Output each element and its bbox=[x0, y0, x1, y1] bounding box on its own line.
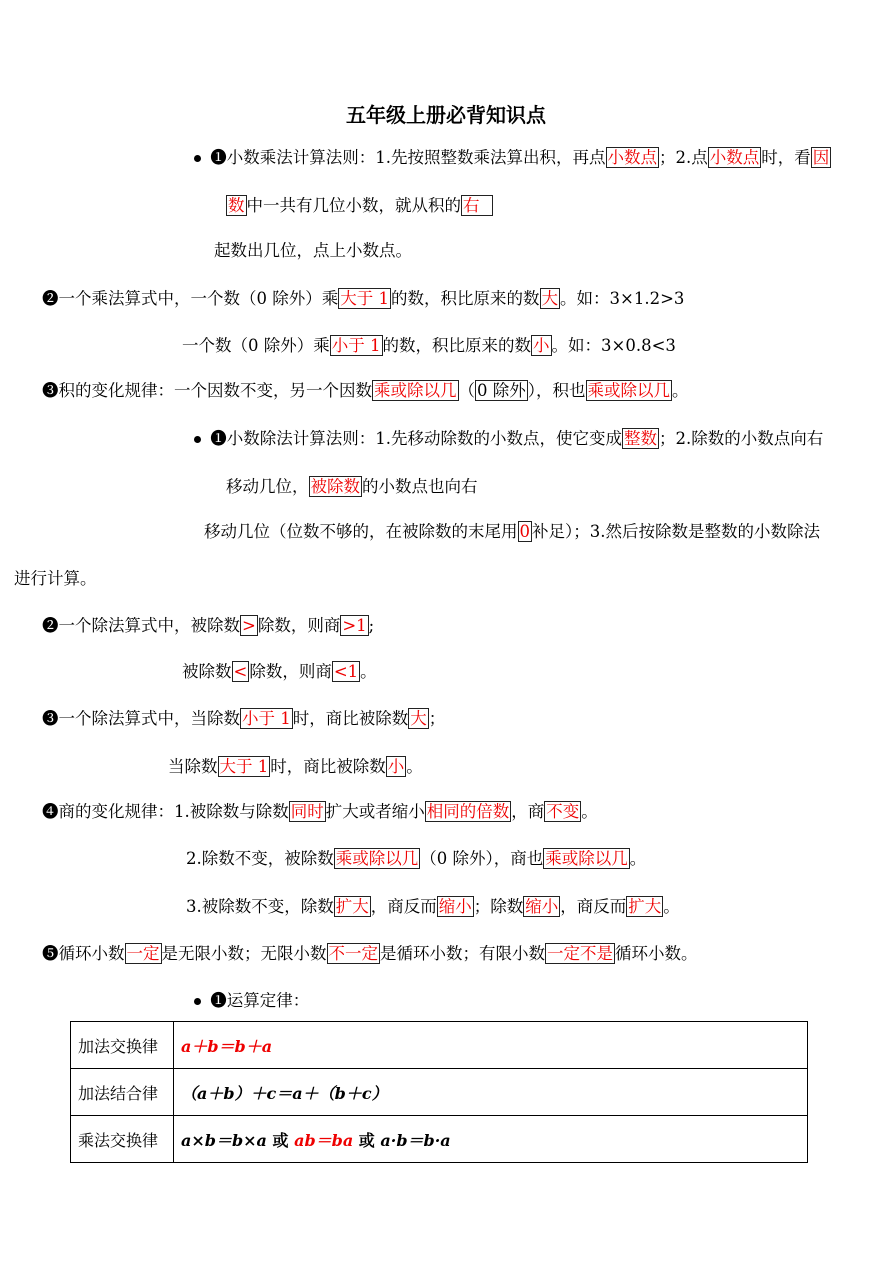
text: 。 bbox=[360, 662, 377, 681]
text: 扩大或者缩小 bbox=[325, 802, 425, 821]
mult-rule-line3: 起数出几位，点上小数点。 bbox=[214, 241, 412, 260]
text: 时，看 bbox=[761, 148, 811, 167]
blank-answer: 整数 bbox=[624, 429, 657, 448]
blank-answer: > bbox=[242, 616, 256, 635]
blank-answer: 小 bbox=[533, 336, 550, 355]
mult-rule-line2 bbox=[226, 195, 493, 217]
div-point4-line3 bbox=[186, 896, 680, 918]
blank-answer: 小数点 bbox=[607, 148, 657, 167]
text: 移动几位， bbox=[226, 477, 309, 496]
blank-answer: 扩大 bbox=[335, 897, 369, 916]
text: 循环小数。 bbox=[615, 944, 698, 963]
text: ，商 bbox=[511, 802, 545, 821]
law-formula bbox=[174, 1116, 808, 1163]
blank-answer: <1 bbox=[333, 662, 359, 681]
text: 中一共有几位小数，就从积的 bbox=[246, 196, 461, 215]
blank-answer: 数 bbox=[228, 196, 245, 215]
text: ；2.点 bbox=[659, 148, 708, 167]
circled-number: ❶ bbox=[210, 429, 227, 448]
blank-answer: 不变 bbox=[546, 802, 580, 821]
laws-heading bbox=[194, 990, 309, 1012]
blank-answer: 乘或除以几 bbox=[335, 849, 419, 868]
text: 一个数（0 除外）乘 bbox=[182, 336, 330, 355]
bullet-icon bbox=[194, 155, 201, 162]
text: 。如：3×1.2>3 bbox=[560, 289, 685, 308]
table-row bbox=[71, 1069, 808, 1116]
mult-point2-line2 bbox=[182, 335, 676, 357]
text: 是无限小数；无限小数 bbox=[161, 944, 327, 963]
text: 时，商比被除数 bbox=[292, 709, 409, 728]
text: ，商反而 bbox=[370, 897, 437, 916]
text: 。 bbox=[663, 897, 680, 916]
text: 补足）；3.然后按除数是整数的小数除法 bbox=[532, 522, 820, 541]
blank-answer: 大于 1 bbox=[219, 757, 269, 776]
text: 2.除数不变，被除数 bbox=[186, 849, 334, 868]
blank-answer: 同时 bbox=[290, 802, 324, 821]
text: ❶运算定律： bbox=[210, 991, 310, 1010]
blank-answer: 因 bbox=[812, 148, 830, 167]
text: ❹商的变化规律：1.被除数与除数 bbox=[42, 802, 289, 821]
table-row bbox=[71, 1022, 808, 1069]
text: （ bbox=[458, 381, 475, 400]
law-name: 加法交换律 bbox=[71, 1022, 174, 1069]
blank-answer: 一定 bbox=[126, 944, 160, 963]
text: 小数乘法计算法则：1.先按照整数乘法算出积，再点 bbox=[226, 148, 606, 167]
blank-answer: 0 bbox=[519, 522, 530, 541]
div-point3-line1 bbox=[42, 708, 445, 730]
formula-part: a·b＝b·a bbox=[380, 1130, 451, 1150]
blank-answer: 缩小 bbox=[438, 897, 472, 916]
law-name: 加法结合律 bbox=[71, 1069, 174, 1116]
div-rule-line4: 进行计算。 bbox=[14, 569, 97, 588]
text: 的数，积比原来的数 bbox=[391, 289, 540, 308]
blank-answer: 乘或除以几 bbox=[545, 849, 628, 868]
text: 的数，积比原来的数 bbox=[382, 336, 531, 355]
blank-answer: 扩大 bbox=[628, 897, 662, 916]
text: 除数，则商 bbox=[249, 662, 332, 681]
mult-rule-line1 bbox=[194, 147, 831, 169]
mult-point2-line1 bbox=[42, 288, 684, 310]
blank-answer: 被除数 bbox=[310, 477, 360, 496]
div-point4-line1 bbox=[42, 801, 598, 823]
blank-answer: 小于 1 bbox=[331, 336, 381, 355]
text: 3.被除数不变，除数 bbox=[186, 897, 334, 916]
formula-or: 或 bbox=[353, 1130, 381, 1150]
text: ❸积的变化规律：一个因数不变，另一个因数 bbox=[42, 381, 372, 400]
law-formula: a＋b＝b＋a bbox=[174, 1022, 808, 1069]
text: （0 除外），商也 bbox=[420, 849, 544, 868]
bullet-icon bbox=[194, 436, 201, 443]
blank-answer: 大 bbox=[410, 709, 427, 728]
div-point2-line1 bbox=[42, 615, 374, 637]
blank-answer: 小于 1 bbox=[242, 709, 291, 728]
blank-answer: 0 除外 bbox=[477, 381, 526, 400]
text: 除数，则商 bbox=[257, 616, 341, 635]
text: 。 bbox=[672, 381, 689, 400]
blank-answer: 不一定 bbox=[328, 944, 378, 963]
div-point2-line2 bbox=[182, 661, 377, 683]
text: ❷一个乘法算式中，一个数（0 除外）乘 bbox=[42, 289, 339, 308]
div-rule-line3 bbox=[204, 521, 820, 543]
text: ；除数 bbox=[473, 897, 524, 916]
blank-answer: < bbox=[233, 662, 248, 681]
text: ❷一个除法算式中，被除数 bbox=[42, 616, 240, 635]
text: 。 bbox=[406, 757, 423, 776]
text: 时，商比被除数 bbox=[270, 757, 386, 776]
text: ❸一个除法算式中，当除数 bbox=[42, 709, 240, 728]
div-point4-line2 bbox=[186, 848, 646, 870]
div-rule-line2 bbox=[226, 476, 478, 498]
text: ；2.除数的小数点向右 bbox=[659, 429, 824, 448]
bullet-icon bbox=[194, 998, 201, 1005]
text: 当除数 bbox=[168, 757, 218, 776]
table-row bbox=[71, 1116, 808, 1163]
blank-answer: >1 bbox=[342, 616, 367, 635]
text: ），积也 bbox=[527, 381, 586, 400]
formula-part: ab＝ba bbox=[294, 1130, 354, 1150]
div-point5 bbox=[42, 943, 698, 965]
div-point3-line2 bbox=[168, 756, 423, 778]
text: 是循环小数；有限小数 bbox=[380, 944, 545, 963]
text: 。 bbox=[581, 802, 598, 821]
blank-answer: 一定不是 bbox=[547, 944, 613, 963]
text: 小数除法计算法则：1.先移动除数的小数点，使它变成 bbox=[226, 429, 622, 448]
div-rule-line1 bbox=[194, 428, 823, 450]
law-formula: （a＋b）＋c＝a＋（b＋c） bbox=[174, 1069, 808, 1116]
blank-answer: 大 bbox=[541, 289, 558, 308]
formula-part: a×b＝b×a bbox=[181, 1130, 267, 1150]
text: 移动几位（位数不够的，在被除数的末尾用 bbox=[204, 522, 518, 541]
blank-answer: 小 bbox=[387, 757, 405, 776]
mult-point3 bbox=[42, 380, 689, 402]
text: 。如：3×0.8<3 bbox=[551, 336, 676, 355]
blank-answer: 右 bbox=[461, 195, 493, 216]
blank-answer: 缩小 bbox=[525, 897, 559, 916]
circled-number: ❶ bbox=[210, 148, 227, 167]
text: ，商反而 bbox=[560, 897, 627, 916]
text: 的小数点也向右 bbox=[362, 477, 478, 496]
blank-answer: 小数点 bbox=[709, 148, 760, 167]
blank-answer: 相同的倍数 bbox=[426, 802, 510, 821]
blank-answer: 乘或除以几 bbox=[587, 381, 670, 400]
text: ; bbox=[368, 616, 375, 635]
formula-or: 或 bbox=[266, 1130, 295, 1150]
laws-table bbox=[70, 1021, 808, 1163]
text: 。 bbox=[629, 849, 647, 868]
blank-answer: 大于 1 bbox=[340, 289, 389, 308]
blank-answer: 乘或除以几 bbox=[374, 381, 457, 400]
page-title: 五年级上册必背知识点 bbox=[346, 103, 546, 127]
text: ❺循环小数 bbox=[42, 944, 125, 963]
law-name: 乘法交换律 bbox=[71, 1116, 174, 1163]
text: 被除数 bbox=[182, 662, 232, 681]
text: ； bbox=[428, 709, 446, 728]
